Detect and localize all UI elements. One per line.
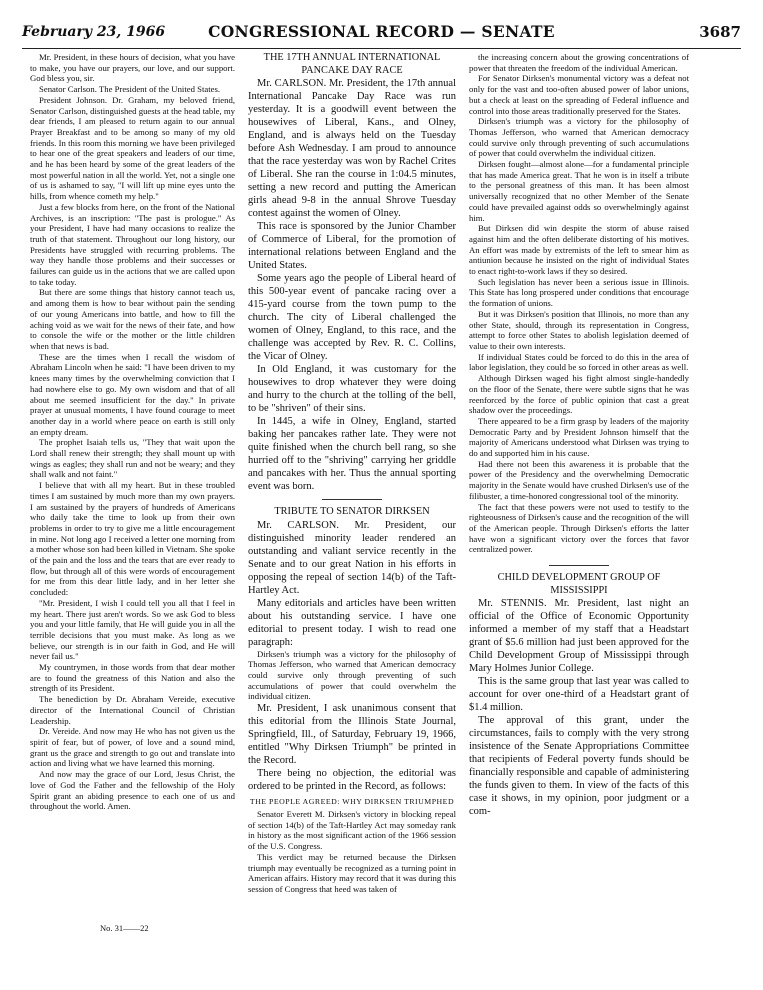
paragraph: Had there not been this awareness it is probable that the power of the Presidency and the overwhelming Democratic majority in the Senate would have crushed Dirksen's use of the filibuster, a time-honored congressional tool of the minority. xyxy=(469,458,689,501)
paragraph: the increasing concern about the growing concentrations of power that threaten the freedom of the individual American. xyxy=(469,52,689,73)
pancake-race-text xyxy=(248,77,456,493)
section-heading-child-development: CHILD DEVELOPMENT GROUP OF MISSISSIPPI xyxy=(497,572,661,596)
paragraph: Some years ago the people of Liberal heard of this 500-year event of pancake racing over a 415-yard course from the town pump to the church. The city of Liberal challenged the women of Olney, England, to this race, and the challenge was accepted by Rev. R. C. Collins, the Vicar of Olney. xyxy=(248,273,456,362)
paragraph: Dr. Vereide. And now may He who has not given us the spirit of fear, but of power, of love and a sound mind, grant us the grace and strength to go out and translate into action and living what we have learned this morning. xyxy=(30,726,235,769)
unanimous-consent-text xyxy=(248,702,456,793)
paragraph: And now may the grace of our Lord, Jesus Christ, the love of God the Father and the fellowship of the Holy Spirit grant an abiding presence to each one of us and throughout the world. Amen. xyxy=(30,769,235,812)
paragraph: Dirksen's triumph was a victory for the philosophy of Thomas Jefferson, who warned that American democracy could survive only through preventing of such accumulations of power that could overwhelm the individual citizen. xyxy=(469,116,689,159)
paragraph: If individual States could be forced to do this in the area of labor legislation, they could be so forced in other areas as well. xyxy=(469,351,689,373)
paragraph: Many editorials and articles have been written about his outstanding service. I have one editorial to present today. I wish to read one paragraph: xyxy=(248,597,456,648)
paragraph: Mr. CARLSON. Mr. President, our distinguished minority leader rendered an outstanding and valiant service recently in the Senate and to our great Nation in his efforts in opposing the repeal of section 14(b) of the Taft-Hartley Act. xyxy=(248,519,456,596)
editorial-title: THE PEOPLE AGREED: WHY DIRKSEN TRIUMPHED xyxy=(249,797,455,807)
paragraph: Mr. CARLSON. Mr. President, the 17th annual International Pancake Day Race was run yesterday. It is a goodwill event between the housewives of Liberal, Kans., and Olney, England, and is always held on the Tuesday before Ash Wednesday. I am proud to announce that the race yesterday was won by Rachel Crites of Liberal. She ran the course in 1:04.5 minutes, setting a new record and putting the American girls ahead 9-8 in the annual Shrove Tuesday contest against the women of Olney. xyxy=(248,78,456,219)
footnote-number: No. 31——22 xyxy=(100,923,149,933)
paragraph: Although Dirksen waged his fight almost single-handedly on the floor of the Senate, there were subtle signs that he was reenforced by the force of public opinion that cast a great shadow over the proceedings. xyxy=(469,373,689,416)
paragraph: I believe that with all my heart. But in these troubled times I am sustained by much more than my own prayers. I am sustained by the prayers of hundreds of Americans who daily take the time to look up from their own problems in order to try to give me a little encouragement in mine. Not long ago I received a letter one morning from a mother whose son had been killed in Vietnam. She spoke of the pain and the loss and the tears that are ever ready to flow, but through all of this were words of encouragement for me from this dear little lady, and in her letter she concluded: xyxy=(30,480,235,598)
paragraph: For Senator Dirksen's monumental victory was a defeat not only for the vast and too-often abused power of labor unions, but a check at least on the spreading of Federal influence and control into those areas traditionally preserved for the States. xyxy=(469,73,689,116)
header-page-number: 3687 xyxy=(699,23,741,41)
quoted-paragraph xyxy=(248,649,456,703)
paragraph: The prophet Isaiah tells us, "They that wait upon the Lord shall renew their strength; they shall mount up with wings as eagles; they shall run and not be weary; and they shall walk and not faint." xyxy=(30,437,235,480)
paragraph: Just a few blocks from here, on the front of the National Archives, is an inscription: "The past is prologue." As your President, I have had many occasions to realize the truth of that statement. Throughout our long history, our Presidents have struggled with recurring problems. The way they handle those problems and their successes or failures can guide us in the actions that we are called upon to take today. xyxy=(30,201,235,287)
editorial-continued xyxy=(469,52,689,555)
paragraph: But Dirksen did win despite the storm of abuse raised against him and the often deliberate distorting of his motives. An effort was made by extremists of the left to smear him as antiunion because he insisted on the right of individual States to enact right-to-work laws if they so desired. xyxy=(469,223,689,277)
column-2 xyxy=(248,52,456,895)
paragraph: In 1445, a wife in Olney, England, started baking her pancakes rather late. They were not quite finished when the church bell rang, so she hurried off to the "shriving" carrying her griddle and pancakes with her. Thus the annual sporting event was born. xyxy=(248,416,456,492)
paragraph: Dirksen fought—almost alone—for a fundamental principle that has made America great. That he won is in itself a tribute to the personal greatness of this man. It has been almost universally recognized that no other Member of the Senate could have prevailed against odds so overwhelmingly against him. xyxy=(469,159,689,223)
paragraph: Mr. STENNIS. Mr. President, last night an official of the Office of Economic Opportunity informed a member of my staff that a Headstart grant of $5.6 million had just been approved for the Child Development Group of Mississippi through Mary Holmes Junior College. xyxy=(469,598,689,675)
column-1 xyxy=(30,52,235,812)
paragraph: The benediction by Dr. Abraham Vereide, executive director of the International Council of Christian Leadership. xyxy=(30,694,235,726)
page-header xyxy=(22,22,741,49)
paragraph: Mr. President, in these hours of decision, what you have to make, you have our prayers, our love, and our support. God bless you, sir. xyxy=(30,52,235,84)
editorial-text xyxy=(248,809,456,895)
column-3 xyxy=(469,52,689,818)
paragraph: There appeared to be a firm grasp by leaders of the majority Democratic Party and by President Johnson himself that the majority of Americans understood what Dirksen was trying to do and supported him in his cause. xyxy=(469,415,689,459)
paragraph: The approval of this grant, under the circumstances, fails to comply with the very strong insistence of the Senate Appropriations Committee that recipients of Federal poverty funds should be financially responsible and capable of administering the funds given to them. In view of the facts of this case it shows, in my opinion, poor judgment or a com- xyxy=(469,715,689,818)
paragraph: These are the times when I recall the wisdom of Abraham Lincoln when he said: "I have been driven to my knees many times by the overwhelming conviction that I had nowhere else to go. My own wisdom and that of all about me seemed insufficient for the day." In private prayer at unusual moments, I have found courage to meet another day in a world where peace on earth is still only an empty dream. xyxy=(30,351,235,437)
paragraph: Senator Everett M. Dirksen's victory in blocking repeal of section 14(b) of the Taft-Hartley Act may someday rank in history as the most significant action of the 1966 session of the U.S. Congress. xyxy=(248,809,456,852)
section-divider xyxy=(549,565,609,566)
paragraph: But it was Dirksen's position that Illinois, no more than any other State, should, through its representation in Congress, attempt to force other States to abolish legislation deemed of value to their own interests. xyxy=(469,308,689,351)
paragraph: President Johnson. Dr. Graham, my beloved friend, Senator Carlson, distinguished guests at the head table, my dear friends, I am pleased to return again to our annual Prayer Breakfast and to be among so many of my old friends. In this room this morning we have been privileged to hear one of the great speakers and leaders of our time, and he has been heard by some of the great leaders of the most powerful nation in all the world. Yet, not a single one of us is ashamed to say, "I will lift up mine eyes unto the hills, from whence cometh my help." xyxy=(30,94,235,202)
paragraph: "Mr. President, I wish I could tell you all that I feel in my heart. There just aren't words. So we ask God to bless you and your little family, that He will guide you in all the terrible decisions that you must make. As long as we believe, our strength is in our faith in God, and He will never fail us." xyxy=(30,597,235,662)
paragraph: But there are some things that history cannot teach us, and among them is how to bear without pain the sending of our young Americans into battle, and how to fill the aching void as we wait for the news of their fate, and how to console the wife or the mother or the little children when that news is bad. xyxy=(30,287,235,351)
section-divider xyxy=(322,499,382,500)
section-heading-pancake-race: THE 17TH ANNUAL INTERNATIONAL PANCAKE DAY RACE xyxy=(263,52,441,76)
paragraph: Such legislation has never been a serious issue in Illinois. This State has long prospered under conditions that encourage the formation of unions. xyxy=(469,276,689,309)
header-date: February 23, 1966 xyxy=(22,24,166,40)
paragraph: There being no objection, the editorial was ordered to be printed in the Record, as follows: xyxy=(248,768,456,793)
section-heading-dirksen-tribute: TRIBUTE TO SENATOR DIRKSEN xyxy=(274,506,430,517)
paragraph: This is the same group that last year was called to account for over one-third of a Headstart grant of $1.4 million. xyxy=(469,676,689,714)
dirksen-tribute-text xyxy=(248,519,456,649)
paragraph: Dirksen's triumph was a victory for the philosophy of Thomas Jefferson, who warned that American democracy could survive only through preventing of such accumulations of power that could overwhelm the individual citizen. xyxy=(248,648,456,702)
paragraph: Senator Carlson. The President of the United States. xyxy=(39,84,221,95)
paragraph: Mr. President, I ask unanimous consent that this editorial from the Illinois State Journal, Springfield, Ill., of Saturday, February 19, 1966, entitled "Why Dirksen Triumph" be printed in the Record. xyxy=(248,703,456,767)
paragraph: My countrymen, in those words from that dear mother are to found the greatness of this Nation and also the strength of its President. xyxy=(30,662,235,694)
child-development-text xyxy=(469,597,689,818)
header-title: CONGRESSIONAL RECORD — SENATE xyxy=(208,22,555,41)
paragraph: The fact that these powers were not used to testify to the righteousness of Dirksen's cause and the recognition of the will of the American people. Through Dirksen's efforts the latter have won a significant victory over the forces that favor centralized power. xyxy=(469,501,689,555)
paragraph: This verdict may be returned because the Dirksen triumph may eventually be recognized as a turning point in American affairs. History may record that it was during this session of Congress that heed was taken of xyxy=(248,851,456,894)
paragraph: This race is sponsored by the Junior Chamber of Commerce of Liberal, for the promotion of international relations between England and the United States. xyxy=(248,221,456,271)
paragraph: In Old England, it was customary for the housewives to drop whatever they were doing and hurry to the church at the tolling of the bell, to be "shriven" of their sins. xyxy=(248,364,456,414)
